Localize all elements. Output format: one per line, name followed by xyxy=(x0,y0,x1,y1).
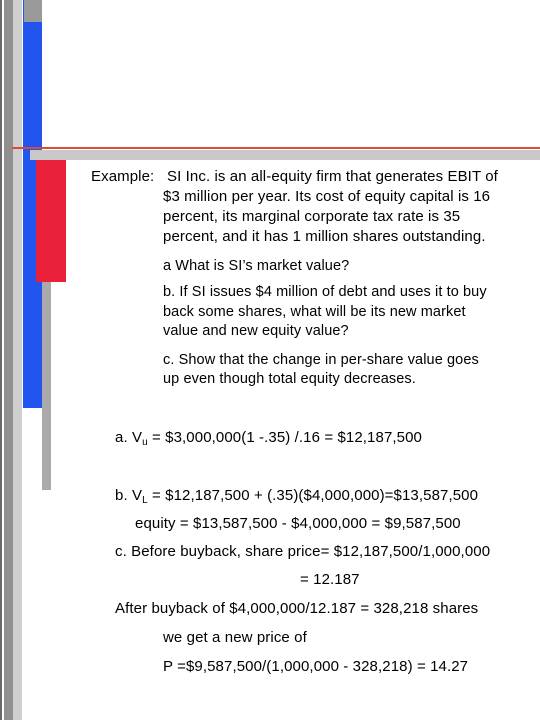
question-b-line-2: back some shares, what will be its new market xyxy=(163,304,466,320)
answer-c-line: c. Before buyback, share price= $12,187,500/1,000,000 xyxy=(115,543,491,560)
answer-a-rest: = $3,000,000(1 -.35) /.16 = $12,187,500 xyxy=(147,429,422,446)
question-c-line-2: up even though total equity decreases. xyxy=(163,371,416,387)
decor-top-gray-block xyxy=(24,0,42,22)
decor-light-bar xyxy=(13,0,22,720)
decor-red-bar xyxy=(36,160,66,282)
answer-final-line: P =$9,587,500/(1,000,000 - 328,218) = 14.27 xyxy=(163,658,469,675)
problem-line-3: percent, its marginal corporate tax rate is 35 xyxy=(163,208,461,225)
header-rule xyxy=(12,147,540,149)
question-b-line-3: value and new equity value? xyxy=(163,323,349,339)
answer-a-subscript: u xyxy=(142,437,148,448)
answer-b-prefix: b. V xyxy=(115,487,143,504)
decor-dark-line xyxy=(0,0,2,720)
answer-equity-line: equity = $13,587,500 - $4,000,000 = $9,587,500 xyxy=(135,515,461,532)
answer-c-result: = 12.187 xyxy=(300,571,360,588)
question-b-line-1: b. If SI issues $4 million of debt and uses it to buy xyxy=(163,284,487,300)
answer-after-line: After buyback of $4,000,000/12.187 = 328,218 shares xyxy=(115,600,479,617)
example-label: Example: xyxy=(91,168,155,185)
answer-a xyxy=(115,428,422,447)
answer-b-subscript: L xyxy=(142,495,148,506)
problem-line-2: $3 million per year. Its cost of equity capital is 16 xyxy=(163,188,491,205)
problem-line-1: SI Inc. is an all-equity firm that generates EBIT of xyxy=(167,168,498,185)
answer-b xyxy=(115,486,478,505)
question-a: a What is SI’s market value? xyxy=(163,258,350,274)
answer-a-prefix: a. V xyxy=(115,429,143,446)
decor-gray-bar-left xyxy=(4,0,13,720)
question-c-line-1: c. Show that the change in per-share value goes xyxy=(163,352,479,368)
answer-b-rest: = $12,187,500 + (.35)($4,000,000)=$13,587,500 xyxy=(147,487,479,504)
problem-line-4: percent, and it has 1 million shares outstanding. xyxy=(163,228,486,245)
decor-header-band xyxy=(30,150,540,160)
answer-new-price-line: we get a new price of xyxy=(163,629,307,646)
